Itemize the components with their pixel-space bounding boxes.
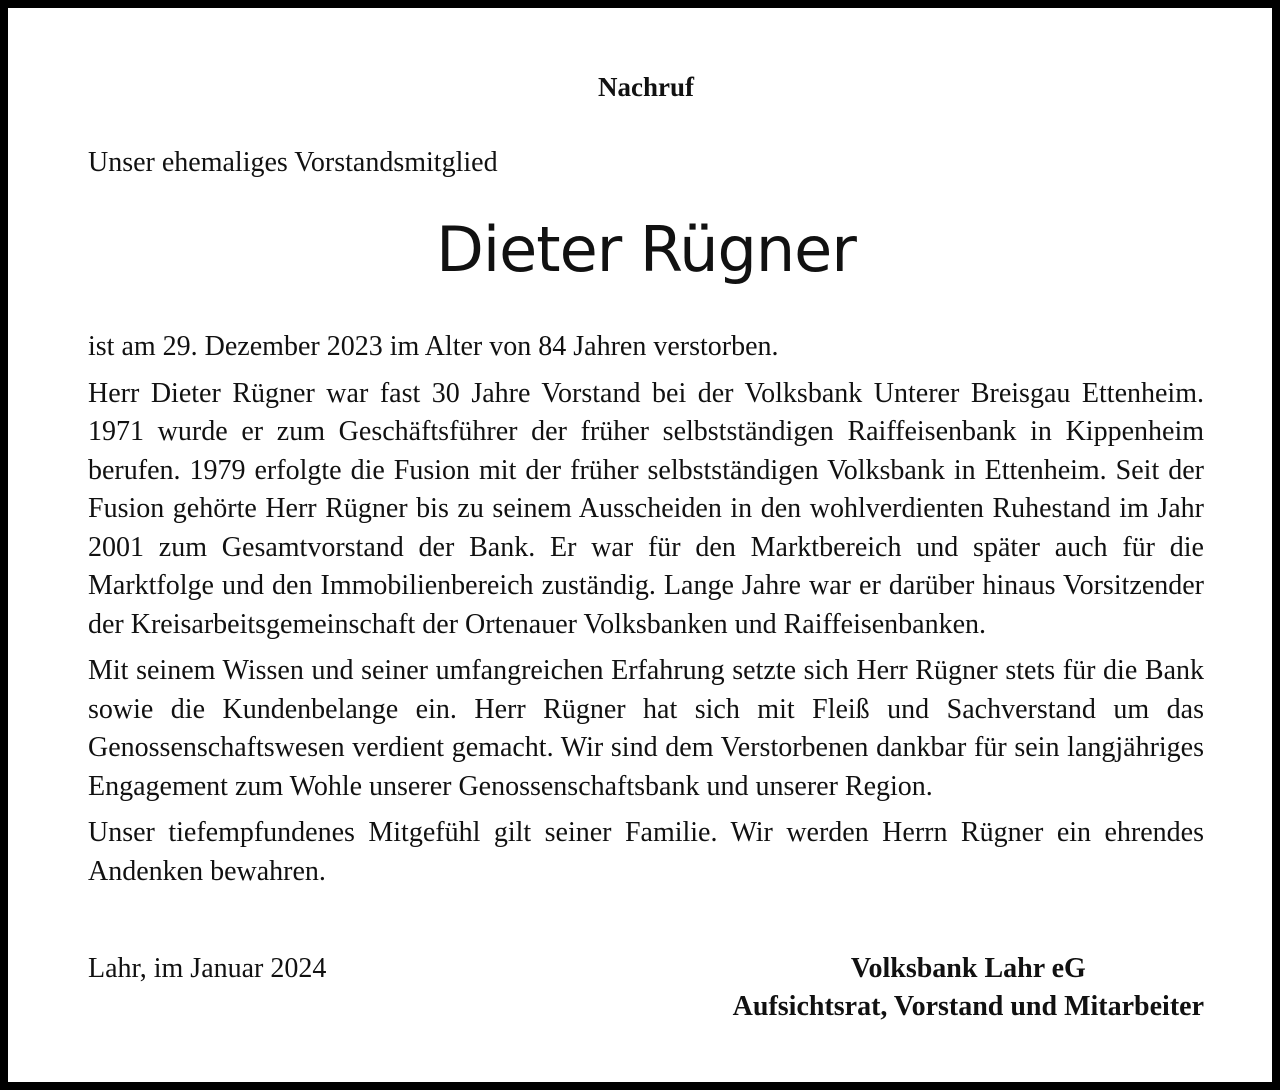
signature-block [733, 950, 1204, 1026]
intro-line: Unser ehemaliges Vorstandsmitglied [88, 147, 498, 178]
tribute-paragraph: Mit seinem Wissen und seiner umfangreichen Erfahrung setzte sich Herr Rügner stets für die Bank sowie die Kundenbelange ein. Herr Rügner hat sich mit Fleiß und Sachverstand um das Genossenschaftswesen verdient gemacht. Wir sind dem Verstorbenen dankbar für sein langjähriges Engagement zum Wohle unserer Genossenschaftsbank und unserer Region. [88, 655, 1204, 802]
signature-group: Aufsichtsrat, Vorstand und Mitarbeiter [732, 991, 1204, 1022]
place-date: Lahr, im Januar 2024 [88, 953, 327, 984]
career-paragraph: Herr Dieter Rügner war fast 30 Jahre Vorstand bei der Volksbank Unterer Breisgau Ettenheim. 1971 wurde er zum Geschäftsführer der früher selbstständigen Raiffeisenbank in Kippenheim berufen. 1979 erfolgte die Fusion mit der früher selbstständigen Volksbank in Ettenheim. Seit der Fusion gehörte Herr Rügner bis zu seinem Ausscheiden in den wohlverdienten Ruhestand im Jahr 2001 zum Gesamtvorstand der Bank. Er war für den Marktbereich und später auch für die Marktfolge und den Immobilienbereich zuständig. Lange Jahre war er darüber hinaus Vorsitzender der Kreisarbeitsgemeinschaft der Ortenauer Volksbanken und Raiffeisenbanken. [88, 377, 1204, 640]
notice-body [88, 328, 1204, 899]
notice-heading: Nachruf [598, 72, 694, 102]
signature-organization: Volksbank Lahr eG [850, 953, 1086, 984]
lead-paragraph: ist am 29. Dezember 2023 im Alter von 84 Jahren verstorben. [88, 331, 779, 362]
deceased-name: Dieter Rügner [436, 213, 856, 286]
condolence-paragraph: Unser tiefempfundenes Mitgefühl gilt seiner Familie. Wir werden Herrn Rügner ein ehrendes Andenken bewahren. [88, 817, 1204, 887]
